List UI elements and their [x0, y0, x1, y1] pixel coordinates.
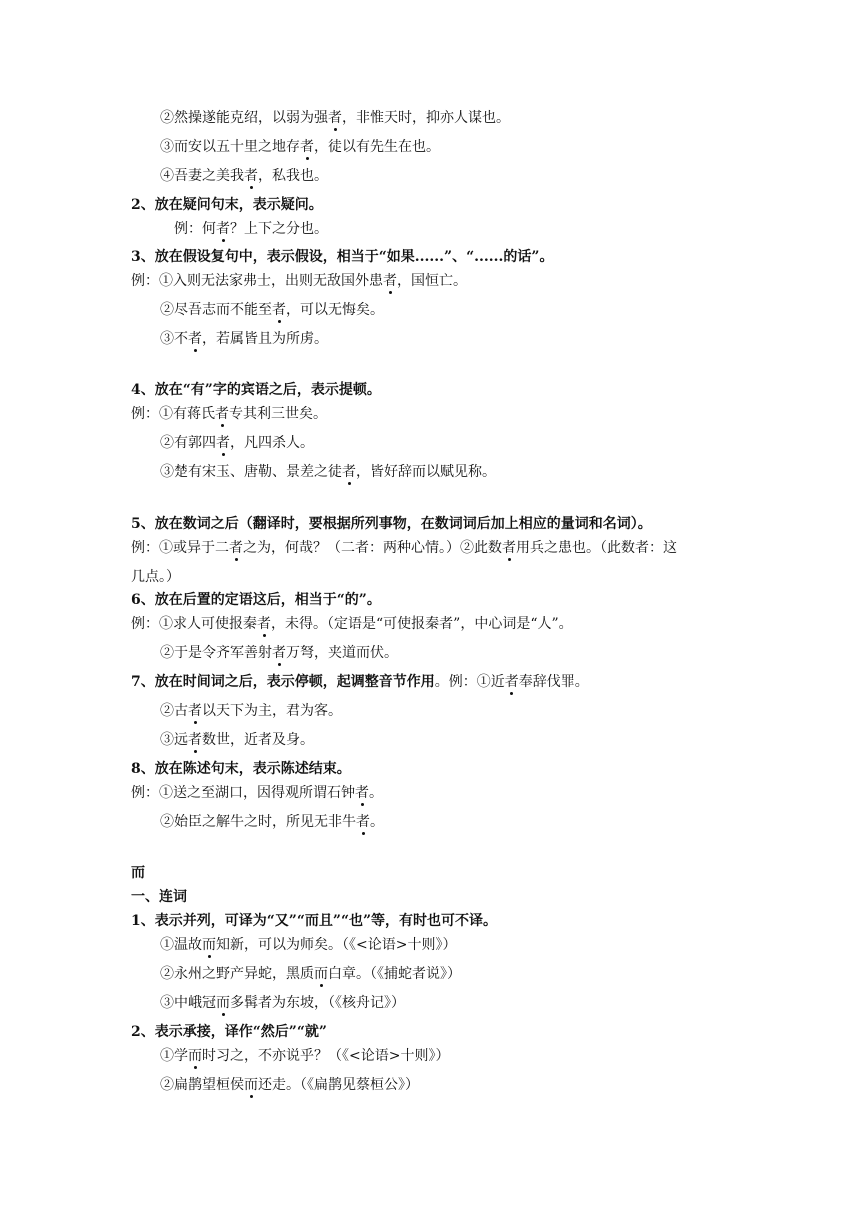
dotted-char: 者 [502, 540, 516, 556]
dotted-char: 者 [300, 139, 314, 155]
entry-heading: 而 [131, 865, 145, 881]
dotted-char: 者 [272, 302, 286, 318]
example-line: 几点。） [131, 569, 180, 585]
example-line: 例：①求人可使报秦者，未得。（定语是“可使报秦者”，中心词是“人”。 [131, 616, 573, 632]
example-line: 例：①送之至湖口，因得观所谓石钟者。 [131, 785, 383, 801]
example-line: ③楚有宋玉、唐勒、景差之徒者，皆好辞而以赋见称。 [160, 464, 496, 480]
example-line: ①学而时习之，不亦说乎？（《<论语>十则》） [160, 1048, 450, 1064]
dotted-char: 者 [356, 814, 370, 830]
example-line: ②然操遂能克绍，以弱为强者，非惟天时，抑亦人谋也。 [160, 110, 510, 126]
example-line: ③不者，若属皆且为所虏。 [160, 331, 328, 347]
dotted-char: 而 [216, 995, 230, 1011]
example-line: ④吾妻之美我者，私我也。 [160, 168, 328, 184]
example-line: ②有郭四者，凡四杀人。 [160, 435, 314, 451]
dotted-char: 者 [504, 674, 519, 690]
dotted-char: 者 [216, 221, 230, 237]
dotted-char: 者 [383, 273, 397, 289]
dotted-char: 者 [342, 464, 356, 480]
example-line: 例：①有蒋氏者专其利三世矣。 [131, 406, 327, 422]
dotted-char: 者 [328, 110, 342, 126]
section-heading: 5、放在数词之后（翻译时，要根据所列事物，在数词词后加上相应的量词和名词）。 [131, 516, 652, 532]
section-heading: 8、放在陈述句末，表示陈述结束。 [131, 761, 351, 777]
section-heading: 一、连词 [131, 889, 187, 905]
dotted-char: 而 [188, 1048, 202, 1064]
section-heading: 2、放在疑问句末，表示疑问。 [131, 197, 323, 213]
example-line: ③远者数世，近者及身。 [160, 732, 314, 748]
dotted-char: 者 [215, 406, 229, 422]
example-line: ②古者以天下为主，君为客。 [160, 703, 342, 719]
dotted-char: 者 [188, 732, 202, 748]
example-line: 例：①入则无法家弗士，出则无敌国外患者，国恒亡。 [131, 273, 467, 289]
dotted-char: 而 [202, 937, 216, 953]
dotted-char: 者 [355, 785, 369, 801]
dotted-char: 者 [229, 540, 243, 556]
dotted-char: 而 [314, 966, 328, 982]
example-line: ②于是令齐军善射者万弩，夹道而伏。 [160, 645, 398, 661]
section-heading: 4、放在“有”字的宾语之后，表示提顿。 [131, 382, 381, 398]
example-line: ②尽吾志而不能至者，可以无悔矣。 [160, 302, 384, 318]
dotted-char: 而 [244, 1077, 258, 1093]
section-heading: 3、放在假设复句中，表示假设，相当于“如果......”、“......的话”。 [131, 249, 554, 265]
section-heading: 6、放在后置的定语这后，相当于“的”。 [131, 592, 381, 608]
dotted-char: 者 [188, 703, 202, 719]
dotted-char: 者 [272, 645, 286, 661]
example-line: ③而安以五十里之地存者，徒以有先生在也。 [160, 139, 440, 155]
example-line: ③中峨冠而多髯者为东坡，（《核舟记》） [160, 995, 405, 1011]
example-line: 例：何者？上下之分也。 [174, 221, 328, 237]
example-line: ②扁鹊望桓侯而还走。（《扁鹊见蔡桓公》） [160, 1077, 419, 1093]
example-line: ②始臣之解牛之时，所见无非牛者。 [160, 814, 384, 830]
dotted-char: 者 [244, 168, 258, 184]
section-heading: 2、表示承接，译作“然后”“就” [131, 1024, 327, 1040]
dotted-char: 者 [188, 331, 202, 347]
example-line: ②永州之野产异蛇，黑质而白章。（《捕蛇者说》） [160, 966, 461, 982]
section-heading: 7、放在时间词之后，表示停顿，起调整音节作用。例：①近者奉辞伐罪。 [131, 674, 589, 690]
example-line: 例：①或异于二者之为，何哉？（二者：两种心情。）②此数者用兵之患也。（此数者：这 [131, 540, 677, 556]
example-line: ①温故而知新，可以为师矣。（《<论语>十则》） [160, 937, 457, 953]
dotted-char: 者 [257, 616, 271, 632]
dotted-char: 者 [216, 435, 230, 451]
section-heading: 1、表示并列，可译为“又”“而且”“也”等，有时也可不译。 [131, 913, 498, 929]
